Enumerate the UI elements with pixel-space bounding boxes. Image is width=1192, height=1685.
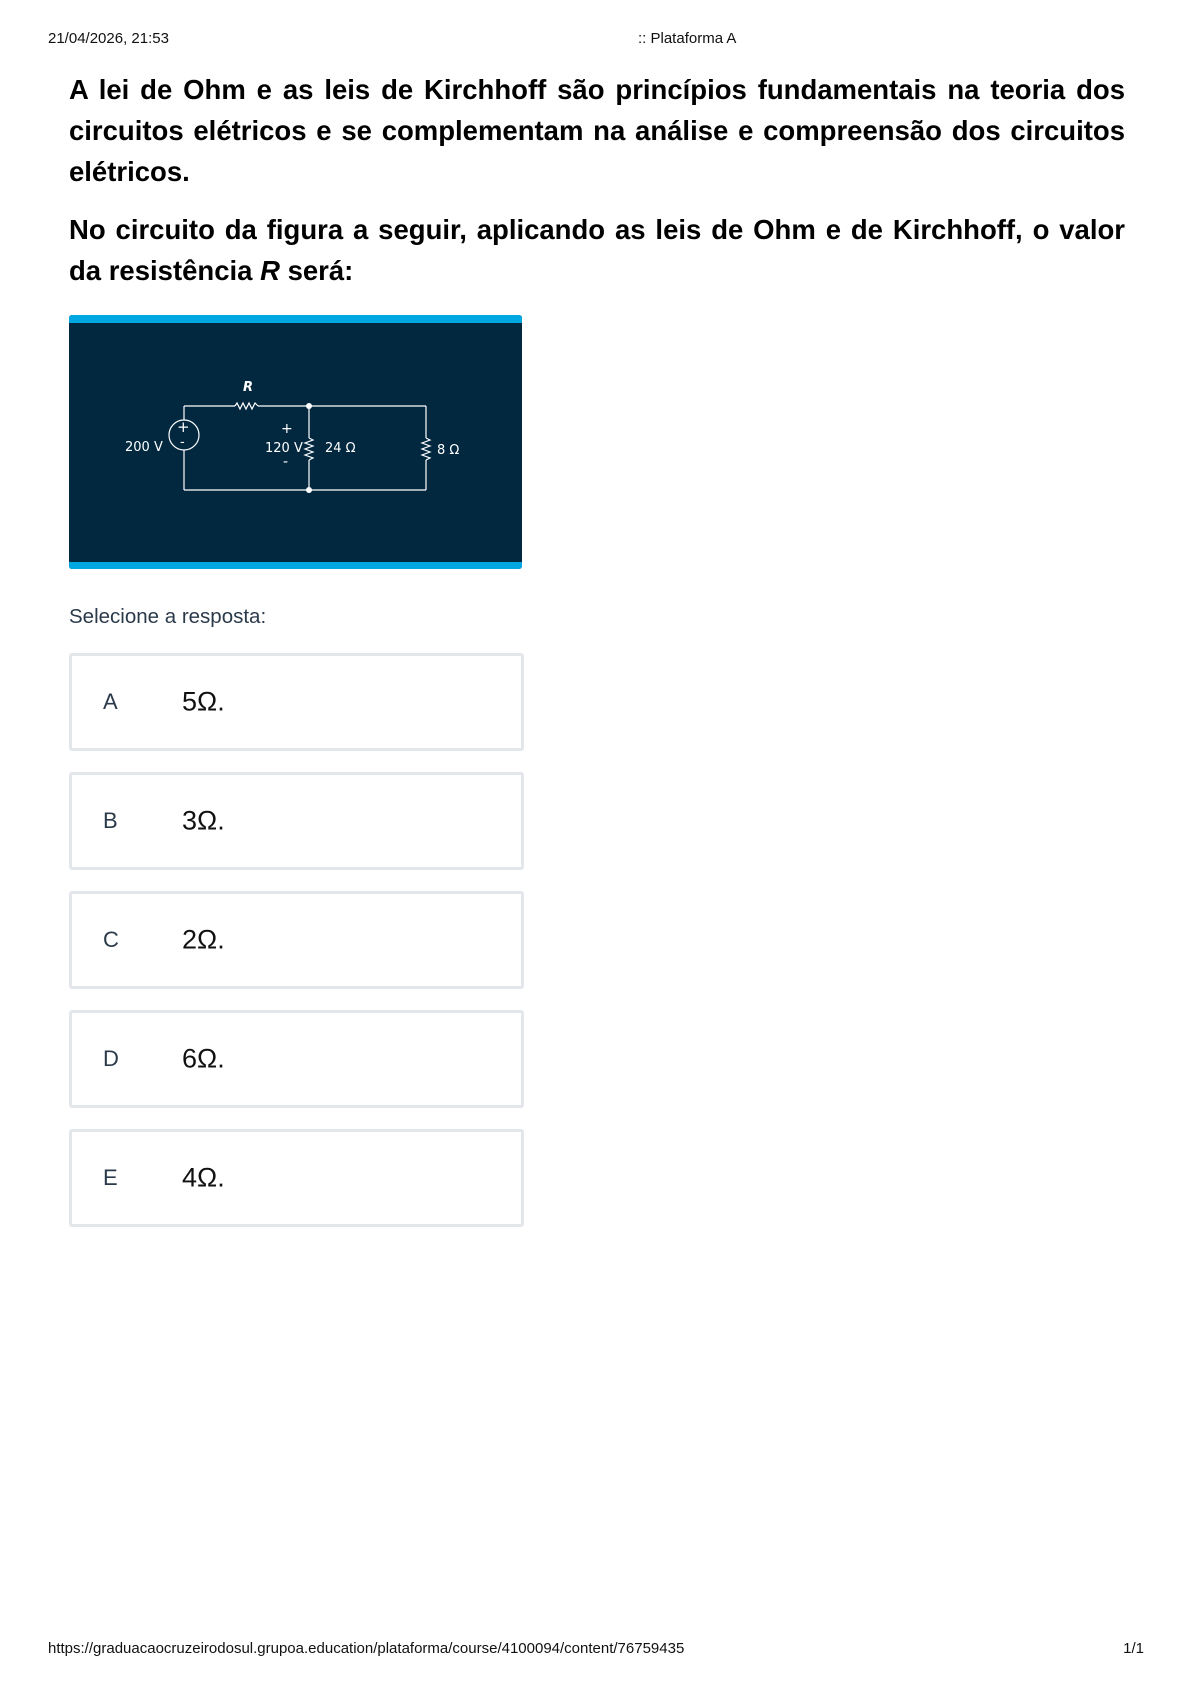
option-text: 5Ω. xyxy=(182,686,225,717)
question-paragraph-1: A lei de Ohm e as leis de Kirchhoff são princípios fundamentais na teoria dos circuitos elétricos e se complementam na análise e compreensão dos circuitos elétricos. xyxy=(69,74,1125,187)
resistor-8-label: 8 Ω xyxy=(437,443,460,458)
figure-bottom-bar xyxy=(69,562,522,569)
source-label: 200 V xyxy=(125,440,163,455)
resistor-8-symbol xyxy=(422,438,430,460)
voltage-minus: - xyxy=(283,454,289,470)
question-text-end: será: xyxy=(279,255,354,286)
option-letter: D xyxy=(103,1046,119,1071)
question-text: No circuito da figura a seguir, aplicando as leis de Ohm e de Kirchhoff, o valor da resistência xyxy=(69,214,1125,286)
option-d[interactable] xyxy=(69,1010,524,1108)
resistor-r-symbol xyxy=(235,403,258,409)
source-plus: + xyxy=(177,418,190,436)
print-page-number: 1/1 xyxy=(1123,1640,1144,1657)
resistor-r-label: R xyxy=(243,380,254,395)
option-e[interactable] xyxy=(69,1129,524,1227)
print-datetime: 21/04/2026, 21:53 xyxy=(48,30,169,47)
option-b[interactable] xyxy=(69,772,524,870)
print-page-title: :: Plataforma A xyxy=(638,30,737,47)
voltage-label: 120 V xyxy=(265,441,303,456)
resistor-24-label: 24 Ω xyxy=(325,441,356,456)
voltage-plus: + xyxy=(281,421,293,437)
circuit-diagram xyxy=(69,315,522,569)
option-letter: A xyxy=(103,689,118,714)
answer-prompt: Selecione a resposta: xyxy=(69,605,267,628)
option-text: 4Ω. xyxy=(182,1162,225,1193)
source-minus: - xyxy=(180,435,185,450)
option-c[interactable] xyxy=(69,891,524,989)
print-url: https://graduacaocruzeirodosul.grupoa.education/plataforma/course/4100094/content/76759435 xyxy=(48,1640,685,1657)
node-top xyxy=(306,403,312,409)
option-letter: B xyxy=(103,808,118,833)
option-a[interactable] xyxy=(69,653,524,751)
option-letter: E xyxy=(103,1165,118,1190)
question-paragraph-2 xyxy=(69,209,1125,291)
option-text: 2Ω. xyxy=(182,924,225,955)
circuit-figure xyxy=(69,315,522,569)
node-bottom xyxy=(306,487,312,493)
option-text: 6Ω. xyxy=(182,1043,225,1074)
option-letter: C xyxy=(103,927,119,952)
question-variable: R xyxy=(260,255,280,286)
option-text: 3Ω. xyxy=(182,805,225,836)
resistor-24-symbol xyxy=(305,438,313,460)
